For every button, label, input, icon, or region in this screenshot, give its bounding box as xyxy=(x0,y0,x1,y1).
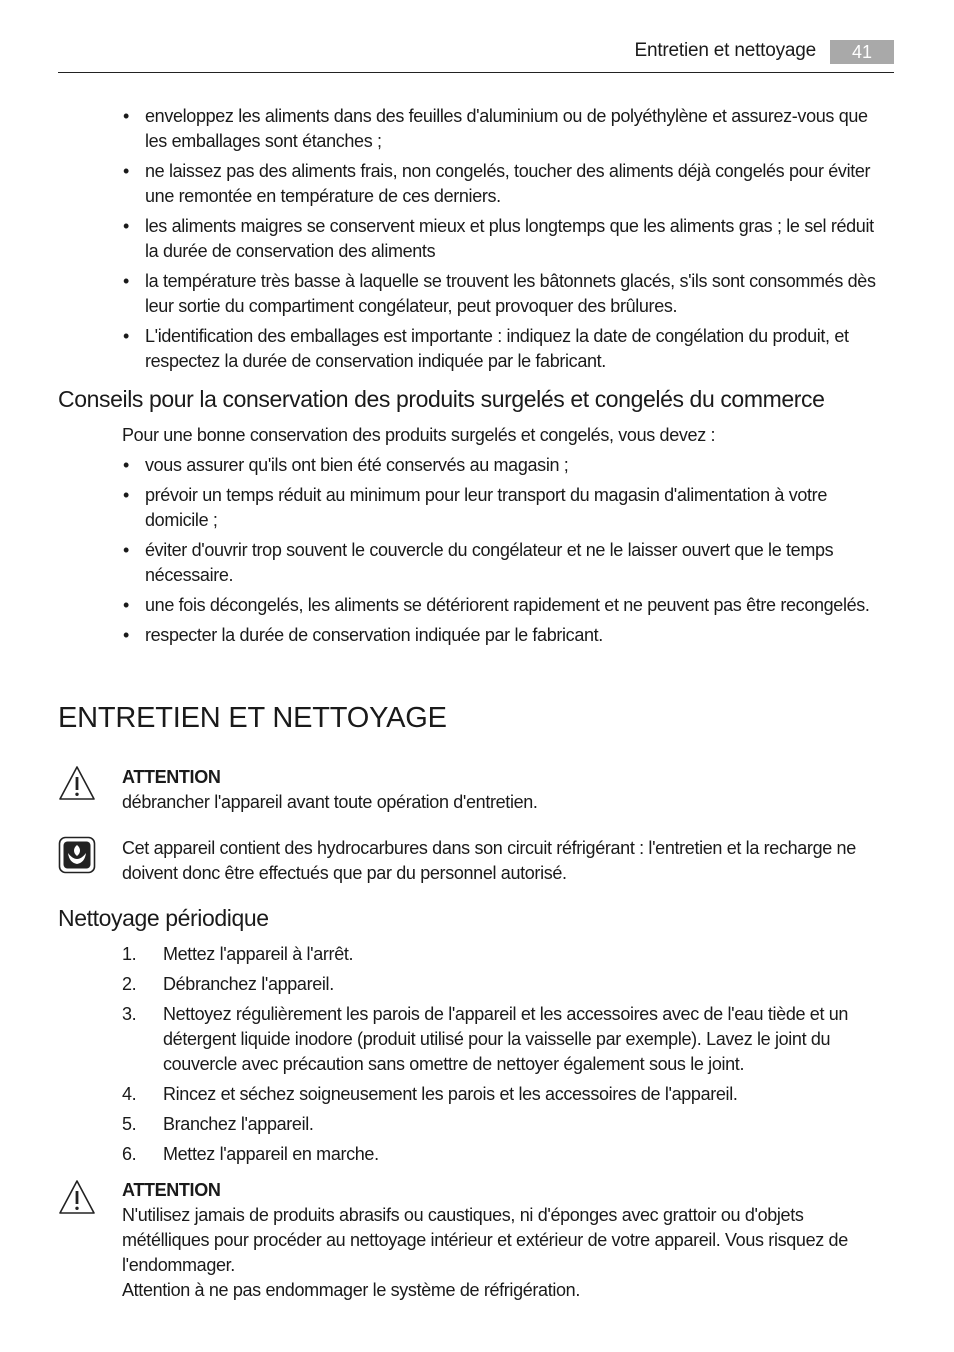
bullet-icon: • xyxy=(123,326,129,346)
storage-intro: Pour une bonne conservation des produits surgelés et congelés, vous devez : xyxy=(122,425,716,445)
list-item: • éviter d'ouvrir trop souvent le couvercle du congélateur et ne le laisser ouvert que le temps nécessaire. xyxy=(123,540,834,585)
freezing-tips xyxy=(122,104,888,379)
list-item: 1. Mettez l'appareil à l'arrêt. xyxy=(122,944,354,964)
list-item: • prévoir un temps réduit au minimum pour leur transport du magasin d'alimentation à votre domicile ; xyxy=(123,485,827,530)
running-title: Entretien et nettoyage xyxy=(634,40,816,61)
bullet-icon: • xyxy=(123,271,129,291)
list-item: • la température très basse à laquelle se trouvent les bâtonnets glacés, s'ils sont consommés dès leur sortie du compartiment congélateur, peut provoquer des brûlures. xyxy=(123,271,876,316)
bullet-icon: • xyxy=(123,485,129,505)
warning-text-secondary: Attention à ne pas endommager le système de réfrigération. xyxy=(122,1280,580,1300)
list-item: • respecter la durée de conservation indiquée par le fabricant. xyxy=(122,623,888,648)
cleaning-steps xyxy=(122,942,888,1172)
bullet-icon: • xyxy=(123,216,129,236)
list-item: • ne laissez pas des aliments frais, non congelés, toucher des aliments déjà congelés pour éviter une remontée en température de ces derniers. xyxy=(123,161,871,206)
running-header xyxy=(58,38,894,73)
warning-text: débrancher l'appareil avant toute opération d'entretien. xyxy=(122,792,538,812)
environment-hands-icon xyxy=(58,836,96,874)
list-item: • L'identification des emballages est importante : indiquez la date de congélation du produit, et respectez la durée de conservation indiquée par le fabricant. xyxy=(123,326,849,371)
warning-label: ATTENTION xyxy=(122,1180,221,1200)
section-heading: ENTRETIEN ET NETTOYAGE xyxy=(58,702,447,734)
list-item: • les aliments maigres se conservent mieux et plus longtemps que les aliments gras ; le sel réduit la durée de conservation des aliments xyxy=(123,216,874,261)
warning-notice xyxy=(122,765,888,815)
warning-triangle-icon xyxy=(58,764,96,802)
list-item: 3. Nettoyez régulièrement les parois de l'appareil et les accessoires avec de l'eau tiède et un détergent liquide inodore (produit utilisé pour la vaisselle par exemple). Lavez le joint du couvercle avec précaution sans omettre de nettoyer également sous le joint. xyxy=(122,1004,849,1074)
list-item: • vous assurer qu'ils ont bien été conservés au magasin ; xyxy=(122,453,888,478)
bullet-icon: • xyxy=(123,455,129,475)
list-item: • enveloppez les aliments dans des feuilles d'aluminium ou de polyéthylène et assurez-vous que les emballages sont étanches ; xyxy=(123,106,868,151)
list-item: • une fois décongelés, les aliments se détériorent rapidement et ne peuvent pas être recongelés. xyxy=(122,593,888,618)
page-number: 41 xyxy=(830,40,894,64)
list-item: 4. Rincez et séchez soigneusement les parois et les accessoires de l'appareil. xyxy=(122,1084,738,1104)
bullet-icon: • xyxy=(123,540,129,560)
bullet-icon: • xyxy=(123,625,129,645)
list-item: 5. Branchez l'appareil. xyxy=(122,1114,314,1134)
list-item: 2. Débranchez l'appareil. xyxy=(122,974,334,994)
storage-section xyxy=(122,423,888,653)
warning-notice xyxy=(122,1178,888,1303)
warning-text: N'utilisez jamais de produits abrasifs ou caustiques, ni d'éponges avec grattoir ou d'objets métélliques pour procéder au nettoyage intérieur et extérieur de votre appareil. Vous risquez de l'endommager. xyxy=(122,1205,848,1275)
warning-triangle-icon xyxy=(58,1178,96,1216)
warning-label: ATTENTION xyxy=(122,767,221,787)
list-item: 6. Mettez l'appareil en marche. xyxy=(122,1144,379,1164)
bullet-icon: • xyxy=(123,106,129,126)
storage-heading: Conseils pour la conservation des produits surgelés et congelés du commerce xyxy=(58,386,825,412)
periodic-heading: Nettoyage périodique xyxy=(58,905,269,931)
bullet-icon: • xyxy=(123,595,129,615)
environment-note: Cet appareil contient des hydrocarbures dans son circuit réfrigérant : l'entretien et la recharge ne doivent donc être effectués que par du personnel autorisé. xyxy=(122,838,856,883)
bullet-icon: • xyxy=(123,161,129,181)
